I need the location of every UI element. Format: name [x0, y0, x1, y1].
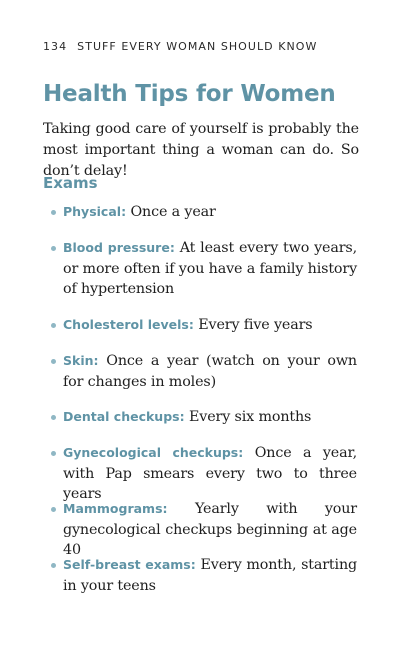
item-text: Every five years	[198, 317, 313, 333]
item-text: Once a year, with Pap smears every two to three years	[63, 445, 357, 502]
item-text: Every month, starting in your teens	[63, 557, 357, 594]
item-label: Physical:	[63, 204, 127, 219]
item-label: Dental checkups:	[63, 409, 185, 424]
item-label: Cholesterol levels:	[63, 317, 194, 332]
list-item	[63, 202, 357, 223]
item-label: Mammograms:	[63, 501, 168, 516]
list-item	[63, 443, 357, 505]
running-title: STUFF EVERY WOMAN SHOULD KNOW	[77, 40, 318, 53]
list-item	[63, 499, 357, 561]
item-label: Gynecological checkups:	[63, 445, 244, 460]
item-text: At least every two years, or more often if you have a family history of hypertension	[63, 240, 357, 297]
item-text: Every six months	[189, 409, 312, 425]
page-title: Health Tips for Women	[43, 81, 336, 107]
section-heading: Exams	[43, 174, 98, 192]
list-item	[63, 315, 357, 336]
intro-paragraph: Taking good care of yourself is probably the most important thing a woman can do. So don’t delay!	[43, 121, 359, 179]
list-item	[63, 555, 357, 596]
item-text: Once a year (watch on your own for changes in moles)	[63, 353, 357, 390]
item-label: Self-breast exams:	[63, 557, 196, 572]
page-number: 134	[43, 40, 68, 53]
item-text: Once a year	[130, 204, 216, 220]
list-item	[63, 351, 357, 392]
item-label: Skin:	[63, 353, 99, 368]
list-item	[63, 407, 357, 428]
item-label: Blood pressure:	[63, 240, 175, 255]
item-text: Yearly with your gynecological checkups beginning at age 40	[63, 501, 357, 558]
list-item	[63, 238, 357, 300]
running-header	[43, 40, 317, 53]
